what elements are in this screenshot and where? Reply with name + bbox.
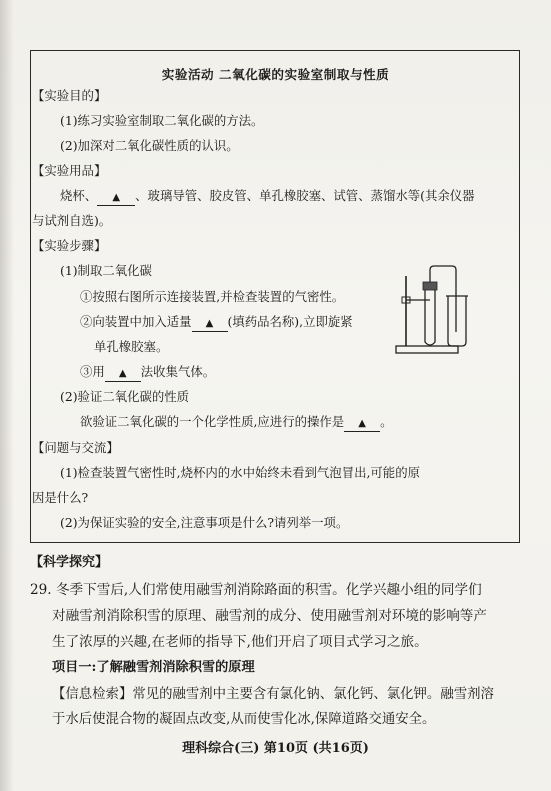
answer-blank-1[interactable] xyxy=(97,190,135,206)
supplies-heading: 【实验用品】 xyxy=(32,163,107,178)
page-edge-shadow xyxy=(0,0,14,791)
answer-blank-4[interactable] xyxy=(344,416,380,432)
qa-item-2: (2)为保证实验的安全,注意事项是什么?请列举一项。 xyxy=(60,515,349,530)
step1-c-text-pre: ③用 xyxy=(80,364,105,379)
qa-item-1-cont: 因是什么? xyxy=(32,490,89,505)
step1-item-c xyxy=(80,364,215,382)
answer-blank-2[interactable] xyxy=(192,316,228,332)
info-heading: 【信息检索】 xyxy=(52,687,133,702)
triangle-mark-icon: ▲ xyxy=(358,418,366,429)
qa-heading: 【问题与交流】 xyxy=(32,440,119,455)
step1-item-a: ①按照右图所示连接装置,并检查装置的气密性。 xyxy=(80,289,345,304)
purpose-item-2: (2)加深对二氧化碳性质的认识。 xyxy=(60,138,239,153)
supplies-line-1 xyxy=(60,188,475,206)
step2-heading: (2)验证二氧化碳的性质 xyxy=(60,389,190,404)
info-text-1: 常见的融雪剂中主要含有氯化钠、氯化钙、氯化钾。融雪剂溶 xyxy=(132,687,494,702)
step1-b-text-pre: ②向装置中加入适量 xyxy=(80,314,192,329)
gas-generation-apparatus-figure xyxy=(392,262,472,362)
question-29-line-2: 对融雪剂消除积雪的原理、融雪剂的成分、使用融雪剂对环境的影响等产 xyxy=(52,608,487,624)
science-heading: 【科学探究】 xyxy=(30,555,109,570)
question-29-line-3: 生了浓厚的兴趣,在老师的指导下,他们开启了项目式学习之旅。 xyxy=(52,634,428,650)
step1-item-b xyxy=(80,314,353,332)
project-one-heading: 项目一:了解融雪剂消除积雪的原理 xyxy=(52,660,255,675)
question-29-line-1: 29. 冬季下雪后,人们常使用融雪剂消除路面的积雪。化学兴趣小组的同学们 xyxy=(30,582,482,598)
step1-heading: (1)制取二氧化碳 xyxy=(60,263,152,278)
step2-item-a xyxy=(80,414,393,432)
answer-blank-3[interactable] xyxy=(105,366,141,382)
supplies-text-b: 、玻璃导管、胶皮管、单孔橡胶塞、试管、蒸馏水等(其余仪器 xyxy=(135,188,475,203)
triangle-mark-icon: ▲ xyxy=(118,368,127,379)
supplies-text-a: 烧杯、 xyxy=(60,188,98,203)
step1-c-text-post: 法收集气体。 xyxy=(140,364,216,379)
triangle-mark-icon: ▲ xyxy=(112,192,121,203)
page-footer: 理科综合(三) 第10页 (共16页) xyxy=(182,741,369,756)
steps-heading: 【实验步骤】 xyxy=(32,238,107,253)
step2-a-text-post: 。 xyxy=(380,414,393,429)
triangle-mark-icon: ▲ xyxy=(205,318,214,329)
step1-b-text-post: (填药品名称),立即旋紧 xyxy=(227,314,353,329)
step1-item-b-cont: 单孔橡胶塞。 xyxy=(94,339,169,354)
info-line-2: 于水后使混合物的凝固点改变,从而使雪化冰,保障道路交通安全。 xyxy=(52,712,436,727)
purpose-heading: 【实验目的】 xyxy=(32,88,107,103)
activity-title: 实验活动 二氧化碳的实验室制取与性质 xyxy=(161,67,390,82)
step2-a-text-pre: 欲验证二氧化碳的一个化学性质,应进行的操作是 xyxy=(80,414,345,429)
qa-item-1: (1)检查装置气密性时,烧杯内的水中始终未看到气泡冒出,可能的原 xyxy=(60,465,420,480)
info-line-1 xyxy=(52,687,494,703)
supplies-line-2: 与试剂自选)。 xyxy=(32,213,112,228)
purpose-item-1: (1)练习实验室制取二氧化碳的方法。 xyxy=(60,113,264,128)
